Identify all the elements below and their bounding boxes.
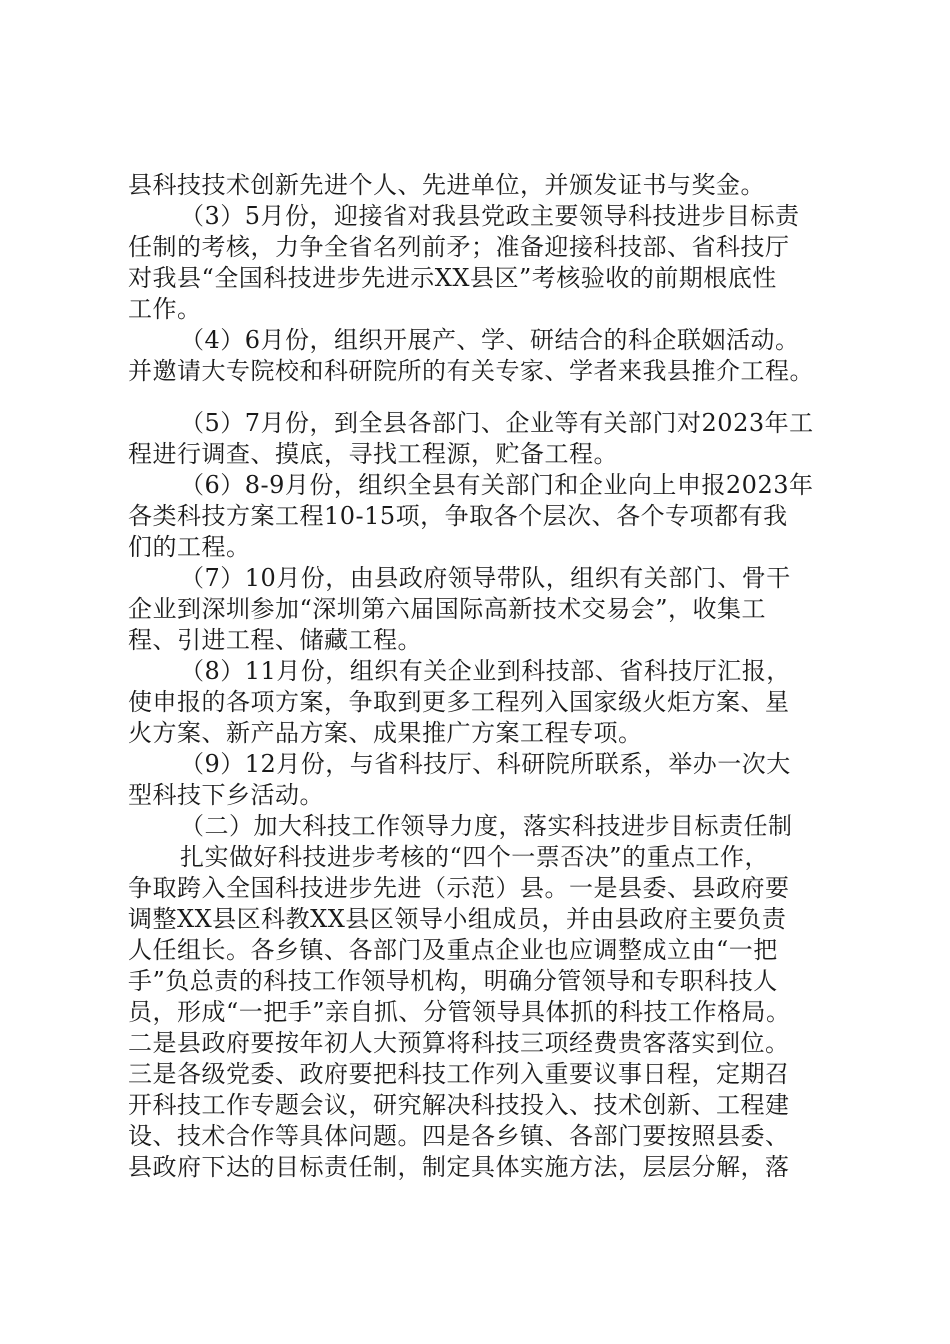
text-line: 县科技技术创新先进个人、先进单位，并颁发证书与奖金。 — [128, 171, 765, 199]
document-body — [128, 170, 838, 1183]
text-line: 程进行调查、摸底，寻找工程源，贮备工程。 — [128, 440, 618, 468]
section-heading: （二）加大科技工作领导力度，落实科技进步目标责任制 — [180, 812, 793, 840]
text-line: （6）8-9月份，组织全县有关部门和企业向上申报2023年 — [180, 471, 814, 499]
text-line: 开科技工作专题会议，研究解决科技投入、技术创新、工程建 — [128, 1091, 790, 1119]
text-line: 三是各级党委、政府要把科技工作列入重要议事日程，定期召 — [128, 1060, 790, 1088]
text-line: （9）12月份，与省科技厅、科研院所联系，举办一次大 — [180, 750, 791, 778]
text-line: 企业到深圳参加“深圳第六届国际高新技术交易会”，收集工 — [128, 595, 767, 623]
text-line: 并邀请大专院校和科研院所的有关专家、学者来我县推介工程。 — [128, 357, 814, 385]
text-line: 们的工程。 — [128, 533, 251, 561]
text-line: （3）5月份，迎接省对我县党政主要领导科技进步目标责 — [180, 202, 800, 230]
text-line: 各类科技方案工程10-15项，争取各个层次、各个专项都有我 — [128, 502, 788, 530]
text-line: 手”负总责的科技工作领导机构，明确分管领导和专职科技人 — [128, 967, 778, 995]
text-line: （4）6月份，组织开展产、学、研结合的科企联姻活动。 — [180, 326, 800, 354]
text-line: 程、引进工程、储藏工程。 — [128, 626, 422, 654]
text-line: （8）11月份，组织有关企业到科技部、省科技厅汇报， — [180, 657, 791, 685]
text-line: 型科技下乡活动。 — [128, 781, 324, 809]
text-line: 争取跨入全国科技进步先进（示范）县。一是县委、县政府要 — [128, 874, 790, 902]
text-line: 对我县“全国科技进步先进示XX县区”考核验收的前期根底性 — [128, 264, 777, 292]
text-line: 火方案、新产品方案、成果推广方案工程专项。 — [128, 719, 643, 747]
text-line: 任制的考核，力争全省名列前矛；准备迎接科技部、省科技厅 — [128, 233, 790, 261]
text-line: 工作。 — [128, 295, 202, 323]
text-line: （5）7月份，到全县各部门、企业等有关部门对2023年工 — [180, 409, 814, 437]
text-line: 设、技术合作等具体问题。四是各乡镇、各部门要按照县委、 — [128, 1122, 790, 1150]
text-line: （7）10月份，由县政府领导带队，组织有关部门、骨干 — [180, 564, 791, 592]
text-line: 二是县政府要按年初人大预算将科技三项经费贵客落实到位。 — [128, 1029, 790, 1057]
text-line: 扎实做好科技进步考核的“四个一票否决”的重点工作， — [180, 843, 770, 871]
text-line: 调整XX县区科教XX县区领导小组成员，并由县政府主要负责 — [128, 905, 787, 933]
paragraph-gap — [128, 387, 838, 408]
text-line: 县政府下达的目标责任制，制定具体实施方法，层层分解，落 — [128, 1153, 790, 1181]
text-line: 使申报的各项方案，争取到更多工程列入国家级火炬方案、星 — [128, 688, 790, 716]
text-line: 人任组长。各乡镇、各部门及重点企业也应调整成立由“一把 — [128, 936, 778, 964]
text-line: 员，形成“一把手”亲自抓、分管领导具体抓的科技工作格局。 — [128, 998, 791, 1026]
